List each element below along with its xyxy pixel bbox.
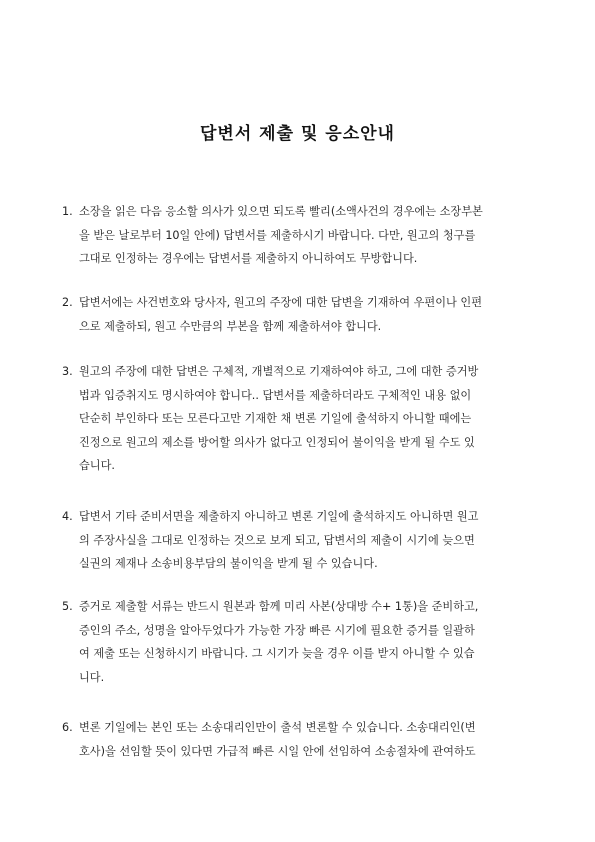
item-text: 변론 기일에는 본인 또는 소송대리인만이 출석 변론할 수 있습니다. 소송대리인(변 xyxy=(79,721,476,734)
item-number: 4. xyxy=(62,510,73,523)
item-number: 2. xyxy=(62,296,73,309)
notice-item-line: 진정으로 원고의 제소를 방어할 의사가 없다고 인정되어 불이익을 받게 될 수도 있 xyxy=(79,435,475,449)
notice-item-line xyxy=(62,505,478,529)
notice-item-line: 을 받은 날로부터 10일 안에) 답변서를 제출하시기 바랍니다. 다만, 원고의 청구를 xyxy=(79,228,476,242)
notice-item-line: 단순히 부인하다 또는 모른다고만 기재한 채 변론 기일에 출석하지 아니할 때에는 xyxy=(79,412,472,425)
notice-item-line: 의 주장사실을 그대로 인정하는 것으로 보게 되고, 답변서의 제출이 시기에 늦으면 xyxy=(79,533,475,547)
notice-item-line xyxy=(62,200,483,224)
notice-item-line: 니다. xyxy=(79,670,105,684)
item-text: 답변서에는 사건번호와 당사자, 원고의 주장에 대한 답변을 기재하여 우편이나 인편 xyxy=(79,296,483,309)
notice-item-line: 으로 제출하되, 원고 수만큼의 부본을 함께 제출하셔야 합니다. xyxy=(79,319,382,333)
notice-item-line xyxy=(62,291,482,315)
notice-item-line: 법과 입증취지도 명시하여야 합니다.. 답변서를 제출하더라도 구체적인 내용 없이 xyxy=(79,388,472,402)
notice-item-line: 습니다. xyxy=(79,459,115,472)
item-number: 6. xyxy=(62,721,73,734)
item-number: 1. xyxy=(62,205,73,218)
item-text: 답변서 기타 준비서면을 제출하지 아니하고 변론 기일에 출석하지도 아니하면 원고 xyxy=(79,510,479,523)
notice-item-line: 호사)을 선임할 뜻이 있다면 가급적 빠른 시일 안에 선임하여 소송절차에 관여하도 xyxy=(79,744,476,758)
item-number: 3. xyxy=(62,365,73,378)
item-text: 소장을 읽은 다음 응소할 의사가 있으면 되도록 빨리(소액사건의 경우에는 소장부본 xyxy=(79,205,483,218)
item-text: 증거로 제출할 서류는 반드시 원본과 함께 미리 사본(상대방 수+ 1통)을 준비하고, xyxy=(79,600,479,613)
notice-item-line xyxy=(62,595,478,619)
page-title: 답변서 제출 및 응소안내 xyxy=(200,124,395,144)
item-number: 5. xyxy=(62,600,73,613)
notice-item-line xyxy=(62,360,478,384)
notice-item-line: 그대로 인정하는 경우에는 답변서를 제출하지 아니하여도 무방합니다. xyxy=(79,252,418,265)
notice-item-line xyxy=(62,716,476,740)
item-text: 원고의 주장에 대한 답변은 구체적, 개별적으로 기재하여야 하고, 그에 대한 증거방 xyxy=(79,365,479,378)
notice-item-line: 증인의 주소, 성명을 알아두었다가 가능한 가장 빠른 시기에 필요한 증거를 일괄하 xyxy=(79,623,475,637)
notice-item-line: 실권의 제재나 소송비용부담의 불이익을 받게 될 수 있습니다. xyxy=(79,557,378,570)
notice-item-line: 여 제출 또는 신청하시기 바랍니다. 그 시기가 늦을 경우 이를 받지 아니할 수 있습 xyxy=(79,647,475,660)
